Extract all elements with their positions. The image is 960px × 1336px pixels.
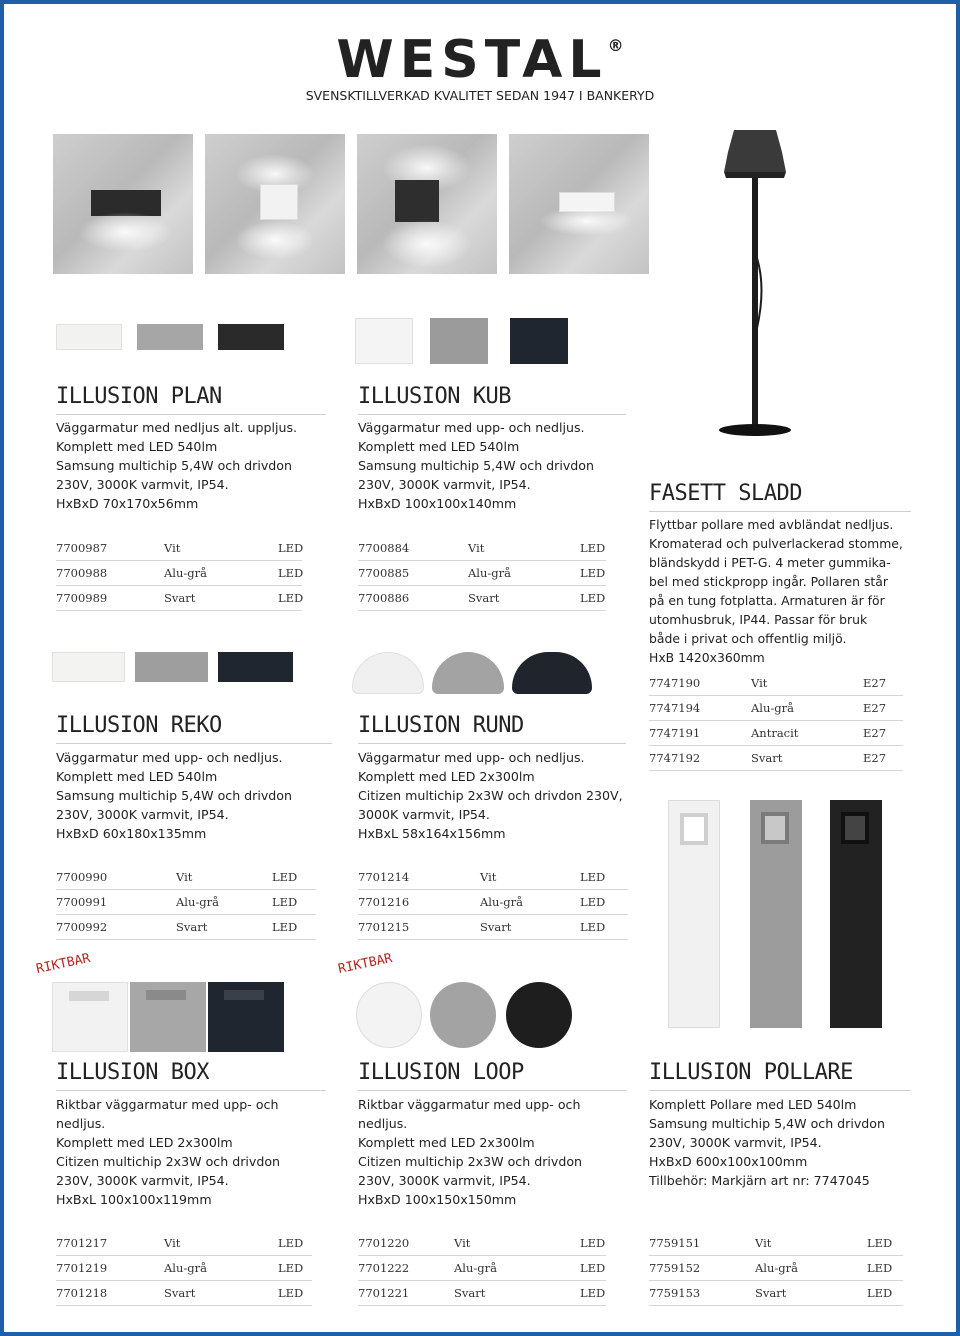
photo-kub-dark [357,134,497,274]
swatch-loop-grey [430,982,496,1048]
swatch-rund-black [512,652,592,694]
table-row: 7700992 Svart LED [56,915,316,940]
desc-illusion-loop: Riktbar väggarmatur med upp- och nedljus. Komplett med LED 2x300lm Citizen multichip 2x3W och drivdon 230V, 3000K varmvit, IP54. HxBxD 100x150x150mm [358,1097,583,1207]
table-illusion-loop [358,1231,606,1306]
tagline: SVENSKTILLVERKAD KVALITET SEDAN 1947 I BANKERYD [305,88,655,103]
table-row: 7700989 Svart LED [56,586,302,611]
desc-illusion-plan: Väggarmatur med nedljus alt. uppljus. Komplett med LED 540lm Samsung multichip 5,4W och drivdon 230V, 3000K varmvit, IP54. HxBxD 70x170x56mm [56,420,298,511]
pollare-black-image [830,800,882,1028]
swatch-loop-white [356,982,422,1048]
lamp-shade-rim [724,172,786,178]
table-row: 7701218 Svart LED [56,1281,312,1306]
pollare-window [680,813,708,845]
table-row: 7701217 Vit LED [56,1231,312,1256]
swatch-kub-black [510,318,568,364]
table-illusion-rund [358,865,628,940]
riktbar-label-box: RIKTBAR [34,950,92,977]
table-row: 7747192 Svart E27 [649,746,903,771]
swatch-reko-grey [135,652,208,682]
swatch-plan-white [56,324,122,350]
desc-illusion-box: Riktbar väggarmatur med upp- och nedljus. Komplett med LED 2x300lm Citizen multichip 2x3W och drivdon 230V, 3000K varmvit, IP54. HxBxL 100x100x119mm [56,1097,281,1207]
desc-illusion-pollare: Komplett Pollare med LED 540lm Samsung multichip 5,4W och drivdon 230V, 3000K varmvit, IP54. HxBxD 600x100x100mm Tillbehör: Markjärn art nr: 7747045 [649,1097,885,1188]
table-row: 7747191 Antracit E27 [649,721,903,746]
table-row: 7701220 Vit LED [358,1231,606,1256]
table-row: 7700884 Vit LED [358,536,606,561]
swatch-reko-black [218,652,293,682]
lamp-shade [724,130,786,172]
table-fasett-sladd [649,671,903,771]
westal-logo: WESTAL® [336,30,624,90]
pollare-grey-image [750,800,802,1028]
table-row: 7700886 Svart LED [358,586,606,611]
swatch-kub-white [355,318,413,364]
title-illusion-pollare: ILLUSION POLLARE [649,1060,911,1091]
desc-illusion-kub: Väggarmatur med upp- och nedljus. Komplett med LED 540lm Samsung multichip 5,4W och drivdon 230V, 3000K varmvit, IP54. HxBxD 100x100x140mm [358,420,594,511]
title-illusion-box: ILLUSION BOX [56,1060,326,1091]
swatch-rund-grey [432,652,504,694]
pollare-window [761,812,789,844]
title-illusion-rund: ILLUSION RUND [358,713,626,744]
swatch-loop-black [506,982,572,1048]
table-row: 7701215 Svart LED [358,915,628,940]
table-row: 7747194 Alu-grå E27 [649,696,903,721]
photo-kub-white [205,134,345,274]
desc-illusion-rund: Väggarmatur med upp- och nedljus. Komplett med LED 2x300lm Citizen multichip 2x3W och drivdon 230V, 3000K varmvit, IP54. HxBxL 58x164x156mm [358,750,623,841]
title-illusion-kub: ILLUSION KUB [358,384,626,415]
title-illusion-reko: ILLUSION REKO [56,713,332,744]
table-illusion-kub [358,536,606,611]
table-illusion-box [56,1231,312,1306]
title-illusion-loop: ILLUSION LOOP [358,1060,626,1091]
title-fasett-sladd: FASETT SLADD [649,481,911,512]
swatch-kub-grey [430,318,488,364]
table-row: 7747190 Vit E27 [649,671,903,696]
table-row: 7759151 Vit LED [649,1231,903,1256]
desc-fasett-sladd: Flyttbar pollare med avbländat nedljus. Kromaterad och pulverlackerad stomme, bländskydd i PET-G. 4 meter gummika- bel med stickpropp ingår. Pollaren står på en tung fotplatta. Armaturen är för utomhusbruk, IP44. Passar för bruk både i privat och offentlig miljö. HxB 1420x360mm [649,517,903,665]
table-row: 7701221 Svart LED [358,1281,606,1306]
table-illusion-plan [56,536,302,611]
swatch-box-grey [130,982,206,1052]
table-row: 7701214 Vit LED [358,865,628,890]
lamp-pole [752,178,758,428]
lamp-base [719,424,791,436]
swatch-plan-grey [137,324,203,350]
desc-illusion-reko: Väggarmatur med upp- och nedljus. Komplett med LED 540lm Samsung multichip 5,4W och drivdon 230V, 3000K varmvit, IP54. HxBxD 60x180x135mm [56,750,292,841]
table-row: 7700987 Vit LED [56,536,302,561]
table-illusion-pollare [649,1231,903,1306]
table-row: 7701219 Alu-grå LED [56,1256,312,1281]
swatch-rund-white [352,652,424,694]
swatch-box-black [208,982,284,1052]
swatch-box-white [52,982,128,1052]
fasett-sladd-lamp-image [700,128,810,438]
table-row: 7700991 Alu-grå LED [56,890,316,915]
pollare-white-image [668,800,720,1028]
table-row: 7700990 Vit LED [56,865,316,890]
table-illusion-reko [56,865,316,940]
photo-plan-dark [53,134,193,274]
table-row: 7701216 Alu-grå LED [358,890,628,915]
title-illusion-plan: ILLUSION PLAN [56,384,326,415]
lamp-shape [395,180,439,222]
table-row: 7700885 Alu-grå LED [358,561,606,586]
photo-plan-white [509,134,649,274]
table-row: 7700988 Alu-grå LED [56,561,302,586]
lamp-shape [260,184,298,220]
table-row: 7701222 Alu-grå LED [358,1256,606,1281]
swatch-reko-white [52,652,125,682]
pollare-window [841,812,869,844]
swatch-plan-black [218,324,284,350]
table-row: 7759153 Svart LED [649,1281,903,1306]
riktbar-label-loop: RIKTBAR [336,950,394,977]
table-row: 7759152 Alu-grå LED [649,1256,903,1281]
